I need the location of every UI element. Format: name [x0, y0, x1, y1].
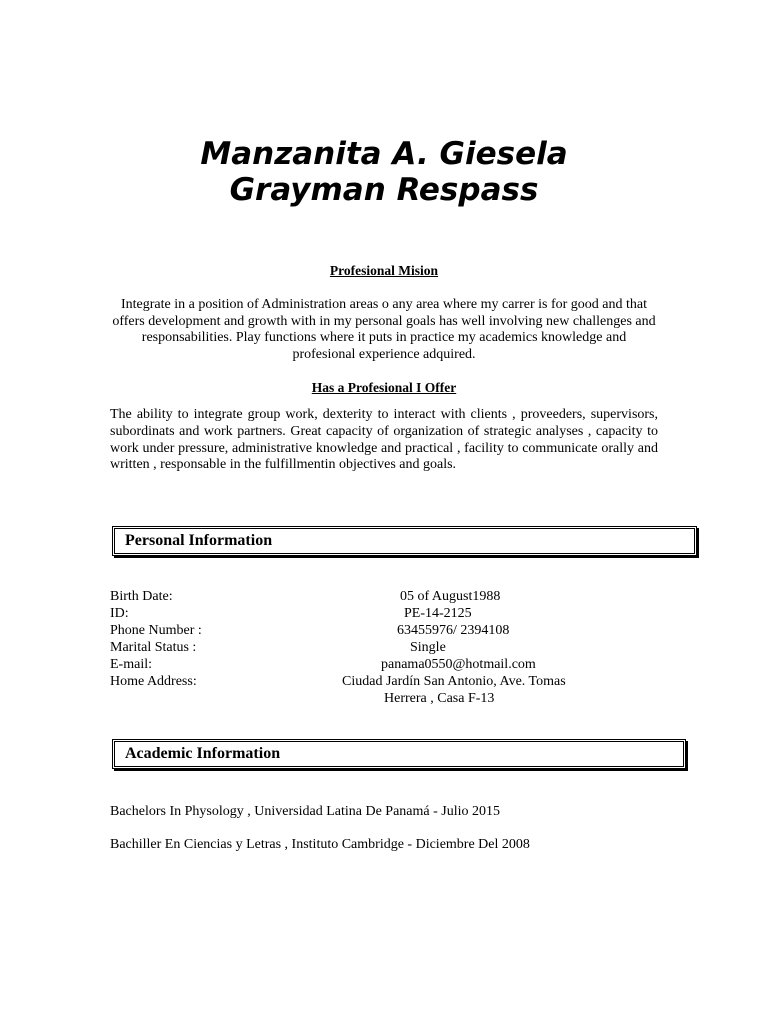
education-entry-1: Bachelors In Physology , Universidad Latina De Panamá - Julio 2015: [110, 804, 500, 819]
marital-label: Marital Status :: [110, 640, 197, 655]
birth-date-label: Birth Date:: [110, 589, 173, 604]
id-label: ID:: [110, 606, 129, 621]
name-line-2: Grayman Respass: [229, 172, 539, 208]
academic-info-heading: Academic Information: [125, 745, 281, 762]
address-line-2: Herrera , Casa F-13: [384, 691, 495, 706]
name-line-1: Manzanita A. Giesela: [200, 136, 568, 172]
academic-info-box: [112, 739, 686, 769]
offer-heading: Has a Profesional I Offer: [311, 380, 457, 395]
mission-text: Integrate in a position of Administration areas o any area where my carrer is for good and that offers development and growth with in my personal goals has well involving new challenges and responsabilities. Play functions where it puts in practice my academics knowledge and profesional experience adquired.: [112, 297, 656, 362]
personal-info-box: [112, 526, 697, 556]
phone-value: 63455976/ 2394108: [397, 623, 510, 638]
phone-label: Phone Number :: [110, 623, 202, 638]
id-value: PE-14-2125: [404, 606, 472, 621]
email-value: panama0550@hotmail.com: [381, 657, 536, 672]
personal-info-heading: Personal Information: [125, 532, 273, 549]
mission-heading: Profesional Mision: [329, 263, 439, 278]
education-entry-2: Bachiller En Ciencias y Letras , Instituto Cambridge - Diciembre Del 2008: [110, 837, 530, 852]
offer-text: The ability to integrate group work, dexterity to interact with clients , proveeders, supervisors, subordinats and work partners. Great capacity of organization of strategic analyses , capacity to work under pressure, administrative knowledge and practical , facility to communicate orally and written , responsable in the fulfillmentin objectives and goals.: [110, 407, 658, 473]
resume-name: [0, 136, 768, 208]
address-label: Home Address:: [110, 674, 197, 689]
marital-value: Single: [410, 640, 446, 655]
address-line-1: Ciudad Jardín San Antonio, Ave. Tomas: [342, 674, 566, 689]
email-label: E-mail:: [110, 657, 152, 672]
birth-date-value: 05 of August1988: [400, 589, 501, 604]
